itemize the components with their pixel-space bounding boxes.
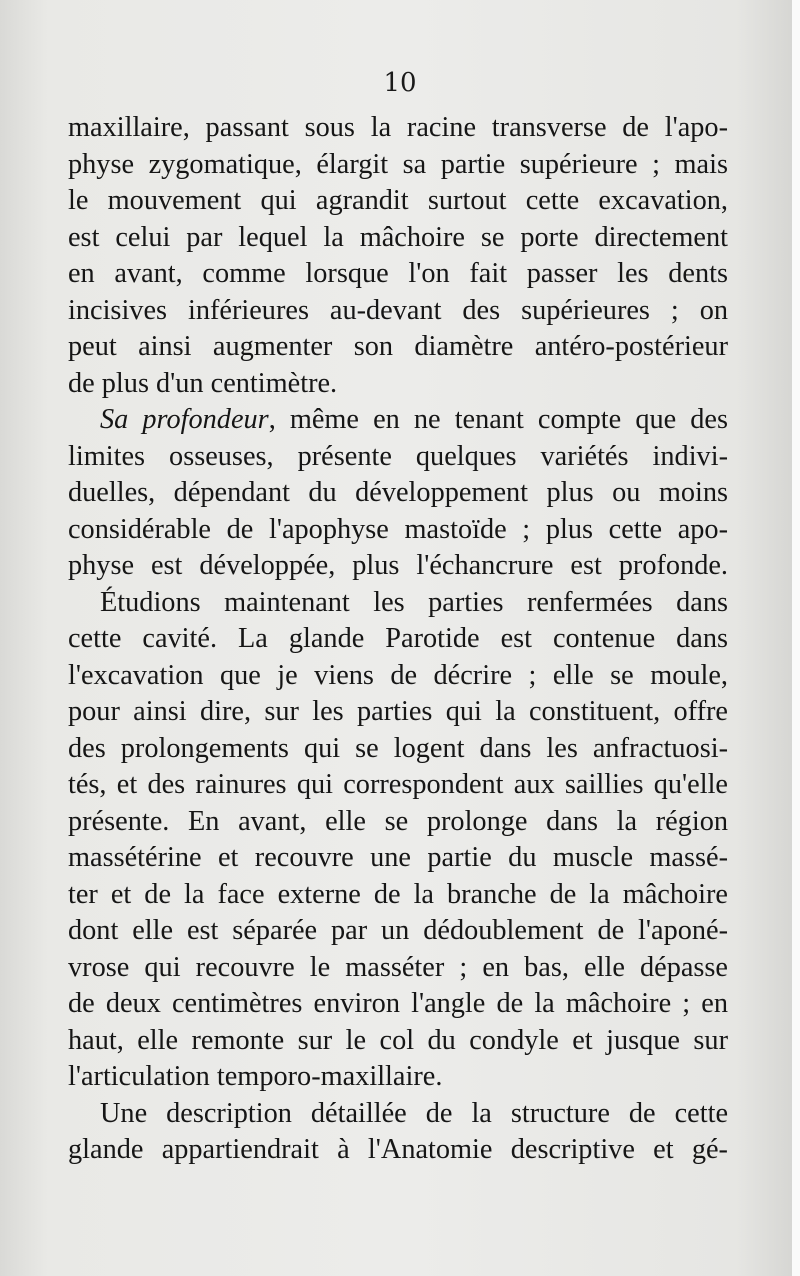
text-line: duelles, dépendant du développement plus ou moins	[68, 477, 728, 508]
text-line: physe est développée, plus l'échancrure est profonde.	[68, 550, 728, 581]
text-line: de deux centimètres environ l'angle de la mâchoire ; en	[68, 988, 728, 1019]
italic-term: Sa profondeur	[100, 404, 269, 435]
text-line: massétérine et recouvre une partie du muscle massé-	[68, 842, 728, 873]
text-line	[68, 402, 728, 439]
text-line: tés, et des rainures qui correspondent aux saillies qu'elle	[68, 769, 728, 800]
page-number: 10	[383, 68, 417, 98]
text-line: le mouvement qui agrandit surtout cette excavation,	[68, 185, 728, 216]
page-edge	[792, 0, 800, 1276]
text-line: l'excavation que je viens de décrire ; elle se moule,	[68, 659, 728, 691]
text-line: est celui par lequel la mâchoire se porte directement	[68, 221, 728, 253]
text-line: Une description détaillée de la structure de cette	[100, 1097, 728, 1129]
text-line: considérable de l'apophyse mastoïde ; plus cette apo-	[68, 513, 728, 545]
text-line: de plus d'un centimètre.	[68, 367, 338, 399]
body-text	[68, 110, 728, 1169]
text-segment: , même en ne tenant compte que des	[268, 404, 728, 435]
text-line: physe zygomatique, élargit sa partie supérieure ; mais	[68, 148, 728, 180]
text-line: peut ainsi augmenter son diamètre antéro-postérieur	[68, 331, 728, 362]
text-line: pour ainsi dire, sur les parties qui la constituent, offre	[68, 696, 728, 727]
text-line: ter et de la face externe de la branche de la mâchoire	[68, 878, 728, 910]
text-line: haut, elle remonte sur le col du condyle et jusque sur	[68, 1024, 728, 1056]
text-line: incisives inférieures au-devant des supérieures ; on	[68, 294, 728, 326]
text-line: des prolongements qui se logent dans les anfractuosi-	[68, 732, 728, 764]
text-line: maxillaire, passant sous la racine transverse de l'apo-	[68, 112, 728, 143]
text-line: dont elle est séparée par un dédoublement de l'aponé-	[68, 915, 728, 946]
text-line: présente. En avant, elle se prolonge dans la région	[68, 805, 728, 837]
text-line: glande appartiendrait à l'Anatomie descriptive et gé-	[68, 1134, 728, 1165]
text-line: cette cavité. La glande Parotide est contenue dans	[68, 623, 728, 654]
text-line: Étudions maintenant les parties renfermées dans	[100, 586, 728, 618]
text-line: limites osseuses, présente quelques variétés indivi-	[68, 440, 728, 472]
text-line: vrose qui recouvre le masséter ; en bas, elle dépasse	[68, 951, 728, 983]
text-line: l'articulation temporo-maxillaire.	[68, 1061, 443, 1092]
text-line: en avant, comme lorsque l'on fait passer les dents	[68, 258, 728, 289]
